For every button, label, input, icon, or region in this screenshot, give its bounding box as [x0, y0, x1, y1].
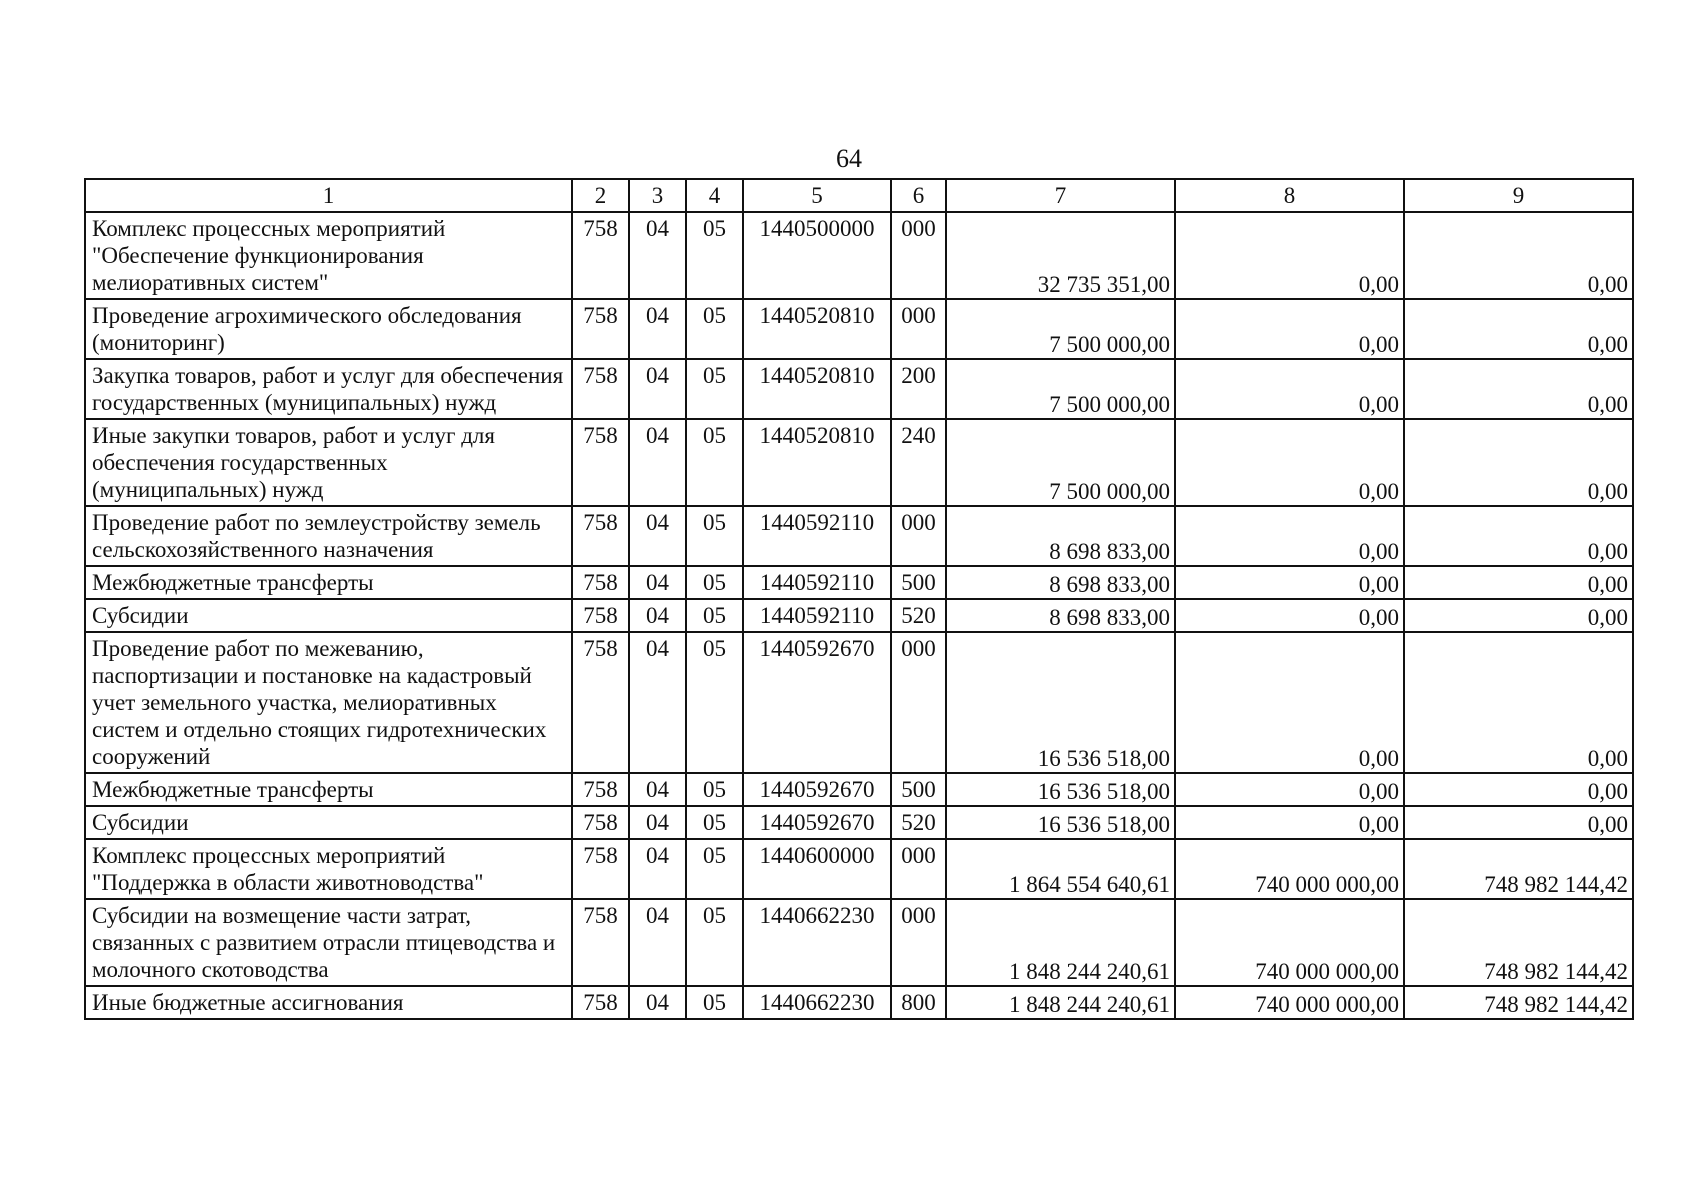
row-name-cell: Проведение работ по землеустройству земель сельскохозяйственного назначения: [85, 506, 572, 566]
table-row: [85, 212, 1633, 299]
amount-cell: 0,00: [1175, 299, 1404, 359]
table-row: [85, 566, 1633, 599]
code-cell: 758: [572, 506, 629, 566]
code-cell: 04: [629, 806, 686, 839]
code-cell: 05: [686, 773, 743, 806]
amount-cell: 740 000 000,00: [1175, 839, 1404, 899]
amount-cell: 8 698 833,00: [946, 566, 1175, 599]
code-cell: 758: [572, 806, 629, 839]
amount-cell: 0,00: [1404, 506, 1633, 566]
amount-cell: 0,00: [1175, 419, 1404, 506]
code-cell: 04: [629, 632, 686, 773]
table-row: [85, 986, 1633, 1019]
code-cell: 000: [891, 899, 946, 986]
amount-cell: 16 536 518,00: [946, 632, 1175, 773]
code-cell: 000: [891, 839, 946, 899]
code-cell: 200: [891, 359, 946, 419]
code-cell: 758: [572, 212, 629, 299]
code-cell: 05: [686, 839, 743, 899]
table-row: [85, 773, 1633, 806]
code-cell: 1440592670: [743, 806, 891, 839]
code-cell: 758: [572, 359, 629, 419]
code-cell: 1440592670: [743, 632, 891, 773]
code-cell: 758: [572, 899, 629, 986]
header-row: [85, 179, 1633, 212]
amount-cell: 0,00: [1404, 419, 1633, 506]
column-header: 1: [85, 179, 572, 212]
code-cell: 05: [686, 299, 743, 359]
code-cell: 04: [629, 599, 686, 632]
amount-cell: 0,00: [1404, 773, 1633, 806]
row-name-cell: Проведение агрохимического обследования (мониторинг): [85, 299, 572, 359]
amount-cell: 740 000 000,00: [1175, 899, 1404, 986]
code-cell: 05: [686, 899, 743, 986]
code-cell: 05: [686, 806, 743, 839]
amount-cell: 0,00: [1404, 599, 1633, 632]
amount-cell: 16 536 518,00: [946, 773, 1175, 806]
code-cell: 05: [686, 632, 743, 773]
code-cell: 520: [891, 806, 946, 839]
table-row: [85, 806, 1633, 839]
code-cell: 04: [629, 899, 686, 986]
row-name-cell: Субсидии: [85, 599, 572, 632]
amount-cell: 0,00: [1175, 632, 1404, 773]
amount-cell: 0,00: [1175, 506, 1404, 566]
code-cell: 520: [891, 599, 946, 632]
amount-cell: 740 000 000,00: [1175, 986, 1404, 1019]
code-cell: 05: [686, 506, 743, 566]
amount-cell: 0,00: [1404, 566, 1633, 599]
table-row: [85, 899, 1633, 986]
budget-table: [84, 178, 1634, 1020]
table-row: [85, 299, 1633, 359]
amount-cell: 0,00: [1404, 806, 1633, 839]
code-cell: 04: [629, 212, 686, 299]
column-header: 2: [572, 179, 629, 212]
code-cell: 758: [572, 419, 629, 506]
code-cell: 758: [572, 839, 629, 899]
row-name-cell: Иные бюджетные ассигнования: [85, 986, 572, 1019]
table-row: [85, 599, 1633, 632]
code-cell: 1440662230: [743, 899, 891, 986]
code-cell: 000: [891, 212, 946, 299]
amount-cell: 7 500 000,00: [946, 419, 1175, 506]
column-header: 9: [1404, 179, 1633, 212]
code-cell: 04: [629, 506, 686, 566]
amount-cell: 7 500 000,00: [946, 359, 1175, 419]
code-cell: 04: [629, 359, 686, 419]
code-cell: 000: [891, 506, 946, 566]
amount-cell: 0,00: [1175, 359, 1404, 419]
amount-cell: 1 848 244 240,61: [946, 899, 1175, 986]
code-cell: 05: [686, 986, 743, 1019]
row-name-cell: Межбюджетные трансферты: [85, 566, 572, 599]
code-cell: 758: [572, 299, 629, 359]
code-cell: 1440500000: [743, 212, 891, 299]
amount-cell: 0,00: [1175, 806, 1404, 839]
amount-cell: 0,00: [1175, 566, 1404, 599]
code-cell: 05: [686, 359, 743, 419]
column-header: 4: [686, 179, 743, 212]
code-cell: 1440662230: [743, 986, 891, 1019]
amount-cell: 0,00: [1404, 359, 1633, 419]
amount-cell: 0,00: [1404, 299, 1633, 359]
amount-cell: 8 698 833,00: [946, 506, 1175, 566]
code-cell: 500: [891, 773, 946, 806]
row-name-cell: Субсидии на возмещение части затрат, связанных с развитием отрасли птицеводства и молочного скотоводства: [85, 899, 572, 986]
table-body: [85, 212, 1633, 1019]
code-cell: 05: [686, 599, 743, 632]
row-name-cell: Иные закупки товаров, работ и услуг для обеспечения государственных (муниципальных) нужд: [85, 419, 572, 506]
amount-cell: 1 864 554 640,61: [946, 839, 1175, 899]
code-cell: 04: [629, 773, 686, 806]
code-cell: 758: [572, 632, 629, 773]
code-cell: 1440600000: [743, 839, 891, 899]
code-cell: 04: [629, 566, 686, 599]
row-name-cell: Межбюджетные трансферты: [85, 773, 572, 806]
amount-cell: 748 982 144,42: [1404, 839, 1633, 899]
code-cell: 04: [629, 299, 686, 359]
code-cell: 1440592670: [743, 773, 891, 806]
amount-cell: 0,00: [1175, 599, 1404, 632]
code-cell: 1440592110: [743, 506, 891, 566]
code-cell: 1440592110: [743, 599, 891, 632]
column-header: 7: [946, 179, 1175, 212]
code-cell: 000: [891, 299, 946, 359]
code-cell: 240: [891, 419, 946, 506]
amount-cell: 0,00: [1175, 212, 1404, 299]
code-cell: 04: [629, 419, 686, 506]
amount-cell: 1 848 244 240,61: [946, 986, 1175, 1019]
amount-cell: 748 982 144,42: [1404, 986, 1633, 1019]
table-row: [85, 359, 1633, 419]
row-name-cell: Проведение работ по межеванию, паспортизации и постановке на кадастровый учет земельного участка, мелиоративных систем и отдельно стоящих гидротехнических сооружений: [85, 632, 572, 773]
column-header: 8: [1175, 179, 1404, 212]
column-header: 5: [743, 179, 891, 212]
code-cell: 1440520810: [743, 419, 891, 506]
amount-cell: 7 500 000,00: [946, 299, 1175, 359]
amount-cell: 8 698 833,00: [946, 599, 1175, 632]
code-cell: 1440520810: [743, 359, 891, 419]
row-name-cell: Закупка товаров, работ и услуг для обеспечения государственных (муниципальных) нужд: [85, 359, 572, 419]
row-name-cell: Субсидии: [85, 806, 572, 839]
row-name-cell: Комплекс процессных мероприятий "Обеспечение функционирования мелиоративных систем": [85, 212, 572, 299]
table-row: [85, 839, 1633, 899]
amount-cell: 32 735 351,00: [946, 212, 1175, 299]
amount-cell: 16 536 518,00: [946, 806, 1175, 839]
table-row: [85, 632, 1633, 773]
code-cell: 500: [891, 566, 946, 599]
amount-cell: 748 982 144,42: [1404, 899, 1633, 986]
amount-cell: 0,00: [1175, 773, 1404, 806]
column-header: 6: [891, 179, 946, 212]
row-name-cell: Комплекс процессных мероприятий "Поддержка в области животноводства": [85, 839, 572, 899]
table-row: [85, 506, 1633, 566]
code-cell: 04: [629, 839, 686, 899]
amount-cell: 0,00: [1404, 632, 1633, 773]
code-cell: 000: [891, 632, 946, 773]
amount-cell: 0,00: [1404, 212, 1633, 299]
code-cell: 758: [572, 773, 629, 806]
code-cell: 1440592110: [743, 566, 891, 599]
code-cell: 758: [572, 986, 629, 1019]
column-header: 3: [629, 179, 686, 212]
code-cell: 05: [686, 419, 743, 506]
code-cell: 1440520810: [743, 299, 891, 359]
code-cell: 758: [572, 566, 629, 599]
code-cell: 800: [891, 986, 946, 1019]
code-cell: 05: [686, 566, 743, 599]
code-cell: 05: [686, 212, 743, 299]
page-number: 64: [836, 144, 862, 173]
table-row: [85, 419, 1633, 506]
code-cell: 04: [629, 986, 686, 1019]
code-cell: 758: [572, 599, 629, 632]
